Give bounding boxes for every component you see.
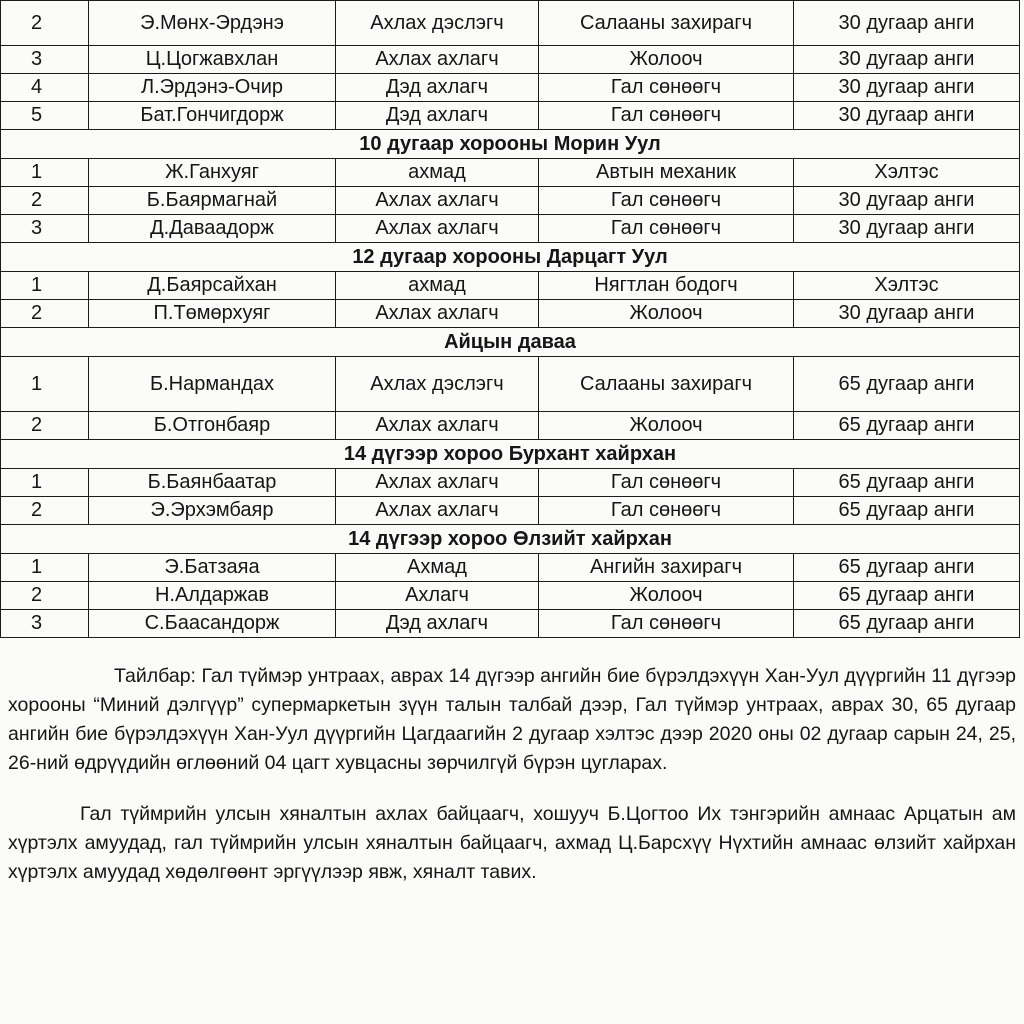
unit-cell: 30 дугаар анги <box>794 102 1020 130</box>
unit-cell: 30 дугаар анги <box>794 300 1020 328</box>
row-number-cell: 1 <box>1 469 89 497</box>
table-row <box>1 46 1020 74</box>
table-row <box>1 300 1020 328</box>
position-cell: Гал сөнөөгч <box>539 187 794 215</box>
position-cell: Нягтлан бодогч <box>539 272 794 300</box>
unit-cell: Хэлтэс <box>794 272 1020 300</box>
position-cell: Жолооч <box>539 46 794 74</box>
table-row <box>1 215 1020 243</box>
rank-cell: Ахлах ахлагч <box>336 187 539 215</box>
position-cell: Автын механик <box>539 159 794 187</box>
row-number-cell: 2 <box>1 1 89 46</box>
row-number-cell: 1 <box>1 272 89 300</box>
position-cell: Гал сөнөөгч <box>539 215 794 243</box>
name-cell: Э.Батзаяа <box>89 554 336 582</box>
row-number-cell: 2 <box>1 300 89 328</box>
section-title: 12 дугаар хорооны Дарцагт Уул <box>1 243 1020 272</box>
rank-cell: Ахлах дэслэгч <box>336 357 539 412</box>
unit-cell: 30 дугаар анги <box>794 74 1020 102</box>
row-number-cell: 1 <box>1 159 89 187</box>
unit-cell: Хэлтэс <box>794 159 1020 187</box>
position-cell: Гал сөнөөгч <box>539 469 794 497</box>
unit-cell: 65 дугаар анги <box>794 412 1020 440</box>
rank-cell: ахмад <box>336 272 539 300</box>
table-row <box>1 610 1020 638</box>
unit-cell: 65 дугаар анги <box>794 582 1020 610</box>
section-title: Айцын даваа <box>1 328 1020 357</box>
row-number-cell: 2 <box>1 582 89 610</box>
name-cell: Б.Отгонбаяр <box>89 412 336 440</box>
rank-cell: Ахлах ахлагч <box>336 497 539 525</box>
rank-cell: Ахлах ахлагч <box>336 46 539 74</box>
unit-cell: 30 дугаар анги <box>794 187 1020 215</box>
table-row <box>1 272 1020 300</box>
section-title: 14 дүгээр хороо Бурхант хайрхан <box>1 440 1020 469</box>
table-row <box>1 357 1020 412</box>
position-cell: Салааны захирагч <box>539 357 794 412</box>
unit-cell: 65 дугаар анги <box>794 469 1020 497</box>
section-header-row <box>1 440 1020 469</box>
name-cell: С.Баасандорж <box>89 610 336 638</box>
table-row <box>1 187 1020 215</box>
rank-cell: Ахлах дэслэгч <box>336 1 539 46</box>
rank-cell: Ахмад <box>336 554 539 582</box>
name-cell: Э.Эрхэмбаяр <box>89 497 336 525</box>
row-number-cell: 5 <box>1 102 89 130</box>
section-header-row <box>1 525 1020 554</box>
name-cell: Ж.Ганхуяг <box>89 159 336 187</box>
name-cell: Э.Мөнх-Эрдэнэ <box>89 1 336 46</box>
rank-cell: Дэд ахлагч <box>336 610 539 638</box>
row-number-cell: 1 <box>1 357 89 412</box>
unit-cell: 30 дугаар анги <box>794 1 1020 46</box>
table-row <box>1 469 1020 497</box>
position-cell: Гал сөнөөгч <box>539 497 794 525</box>
rank-cell: Ахлагч <box>336 582 539 610</box>
row-number-cell: 3 <box>1 215 89 243</box>
position-cell: Ангийн захирагч <box>539 554 794 582</box>
row-number-cell: 3 <box>1 46 89 74</box>
rank-cell: Ахлах ахлагч <box>336 215 539 243</box>
unit-cell: 65 дугаар анги <box>794 497 1020 525</box>
section-title: 14 дүгээр хороо Өлзийт хайрхан <box>1 525 1020 554</box>
row-number-cell: 4 <box>1 74 89 102</box>
name-cell: Бат.Гончигдорж <box>89 102 336 130</box>
table-row <box>1 497 1020 525</box>
name-cell: Б.Баярмагнай <box>89 187 336 215</box>
section-header-row <box>1 328 1020 357</box>
section-header-row <box>1 130 1020 159</box>
rank-cell: ахмад <box>336 159 539 187</box>
table-row <box>1 1 1020 46</box>
position-cell: Жолооч <box>539 300 794 328</box>
name-cell: Д.Баярсайхан <box>89 272 336 300</box>
table-row <box>1 412 1020 440</box>
unit-cell: 65 дугаар анги <box>794 357 1020 412</box>
rank-cell: Дэд ахлагч <box>336 102 539 130</box>
rank-cell: Ахлах ахлагч <box>336 469 539 497</box>
row-number-cell: 1 <box>1 554 89 582</box>
rank-cell: Ахлах ахлагч <box>336 300 539 328</box>
rank-cell: Дэд ахлагч <box>336 74 539 102</box>
name-cell: П.Төмөрхуяг <box>89 300 336 328</box>
unit-cell: 30 дугаар анги <box>794 215 1020 243</box>
position-cell: Жолооч <box>539 412 794 440</box>
row-number-cell: 3 <box>1 610 89 638</box>
position-cell: Гал сөнөөгч <box>539 610 794 638</box>
table-row <box>1 159 1020 187</box>
notes-block <box>8 662 1016 887</box>
table-row <box>1 554 1020 582</box>
name-cell: Л.Эрдэнэ-Очир <box>89 74 336 102</box>
position-cell: Жолооч <box>539 582 794 610</box>
unit-cell: 30 дугаар анги <box>794 46 1020 74</box>
row-number-cell: 2 <box>1 412 89 440</box>
unit-cell: 65 дугаар анги <box>794 554 1020 582</box>
unit-cell: 65 дугаар анги <box>794 610 1020 638</box>
position-cell: Гал сөнөөгч <box>539 74 794 102</box>
name-cell: Б.Нармандах <box>89 357 336 412</box>
roster-body <box>1 1 1020 638</box>
name-cell: Ц.Цогжавхлан <box>89 46 336 74</box>
table-row <box>1 582 1020 610</box>
position-cell: Салааны захирагч <box>539 1 794 46</box>
note-paragraph: Тайлбар: Гал түймэр унтраах, аврах 14 дүгээр ангийн бие бүрэлдэхүүн Хан-Уул дүүргийн 11 дүгээр хорооны “Миний дэлгүүр” супермаркетын зүүн талын талбай дээр, Гал түймэр унтраах, аврах 30, 65 дугаар ангийн бие бүрэлдэхүүн Хан-Уул дүүргийн Цагдаагийн 2 дугаар хэлтэс дээр 2020 оны 02 дугаар сарын 24, 25, 26-ний өдрүүдийн өглөөний 04 цагт хувцасны зөрчилгүй бүрэн цугларах. <box>8 665 1016 774</box>
section-title: 10 дугаар хорооны Морин Уул <box>1 130 1020 159</box>
rank-cell: Ахлах ахлагч <box>336 412 539 440</box>
section-header-row <box>1 243 1020 272</box>
name-cell: Б.Баянбаатар <box>89 469 336 497</box>
row-number-cell: 2 <box>1 497 89 525</box>
note-paragraph: Гал түймрийн улсын хяналтын ахлах байцаагч, хошууч Б.Цогтоо Их тэнгэрийн амнаас Арцатын ам хүртэлх амуудад, гал түймрийн улсын хяналтын байцаагч, ахмад Ц.Барсхүү Нүхтийн амнаас өлзийт хайрхан хүртэлх амуудад хөдөлгөөнт эргүүлээр явж, хяналт тавих. <box>8 803 1016 883</box>
name-cell: Д.Даваадорж <box>89 215 336 243</box>
position-cell: Гал сөнөөгч <box>539 102 794 130</box>
table-row <box>1 102 1020 130</box>
name-cell: Н.Алдаржав <box>89 582 336 610</box>
row-number-cell: 2 <box>1 187 89 215</box>
table-row <box>1 74 1020 102</box>
